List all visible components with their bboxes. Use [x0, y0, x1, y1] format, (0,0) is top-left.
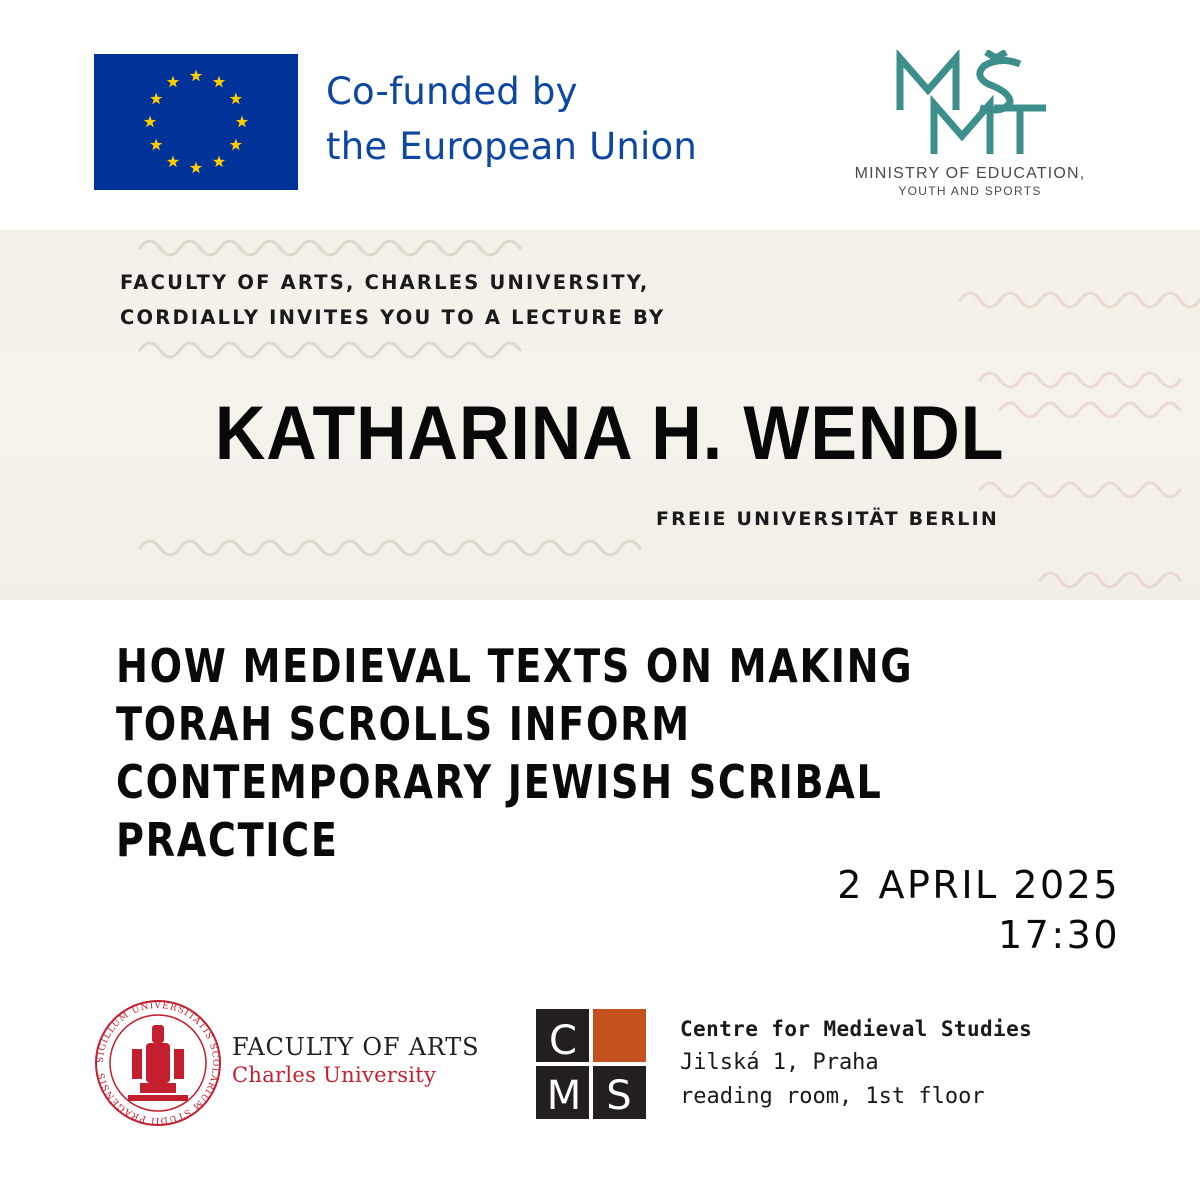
university-name: Charles University [232, 1063, 437, 1087]
lecture-title [116, 637, 946, 869]
eu-flag [94, 54, 298, 190]
cms-letter-c: C [549, 1018, 577, 1064]
eu-star-icon [230, 139, 242, 151]
eu-star-icon [167, 155, 179, 167]
faculty-name: FACULTY OF ARTS [232, 1033, 480, 1061]
invitation-line-2: CORDIALLY INVITES YOU TO A LECTURE BY [120, 306, 666, 329]
eu-star-icon [236, 116, 248, 128]
eu-star-icon [144, 116, 156, 128]
eu-star-icon [230, 93, 242, 105]
cms-logo-icon [536, 1009, 646, 1119]
msmt-line-2: YOUTH AND SPORTS [898, 184, 1042, 198]
venue-name: Centre for Medieval Studies [680, 1017, 1033, 1041]
eu-star-icon [190, 162, 202, 174]
venue-room: reading room, 1st floor [680, 1084, 985, 1109]
eu-star-icon [213, 76, 225, 88]
lecture-title-line: TORAH SCROLLS INFORM [116, 697, 691, 751]
msmt-label [820, 165, 1120, 198]
msmt-logo [870, 50, 1070, 162]
event-time: 17:30 [997, 913, 1120, 957]
svg-text:SIGILLUM UNIVERSITATIS SCOLARI: SIGILLUM UNIVERSITATIS SCOLARIUM STUDII PRAGENSIS [95, 1000, 221, 1126]
eu-star-icon [150, 93, 162, 105]
venue-address: Jilská 1, Praha [680, 1050, 879, 1075]
cms-logo [536, 1009, 646, 1119]
university-seal-icon [92, 997, 224, 1129]
eu-star-icon [167, 76, 179, 88]
eu-star-icon [150, 139, 162, 151]
charles-university-seal [92, 997, 224, 1129]
event-datetime [700, 860, 1120, 960]
speaker-affiliation: FREIE UNIVERSITÄT BERLIN [656, 508, 999, 530]
msmt-monogram-icon [870, 50, 1070, 162]
lecture-title-line: PRACTICE [116, 813, 339, 867]
eu-line-1: Co-funded by [326, 70, 578, 113]
eu-funding-label [326, 64, 697, 174]
venue-info [680, 1012, 1032, 1114]
eu-star-icon [213, 155, 225, 167]
eu-stars-icon [94, 54, 298, 190]
invitation-line-1: FACULTY OF ARTS, CHARLES UNIVERSITY, [120, 271, 650, 294]
eu-line-2: the European Union [326, 125, 697, 168]
cms-letter-m: M [546, 1073, 582, 1119]
lecture-title-line: CONTEMPORARY JEWISH SCRIBAL [116, 755, 883, 809]
speaker-name: KATHARINA H. WENDL [214, 391, 1005, 476]
event-date: 2 APRIL 2025 [837, 863, 1120, 907]
eu-star-icon [190, 70, 202, 82]
invitation-text [120, 265, 665, 335]
cms-letter-s: S [606, 1073, 632, 1119]
lecture-title-line: HOW MEDIEVAL TEXTS ON MAKING [116, 639, 914, 693]
msmt-line-1: MINISTRY OF EDUCATION, [854, 165, 1086, 182]
faculty-of-arts-logo-text [232, 1033, 479, 1087]
